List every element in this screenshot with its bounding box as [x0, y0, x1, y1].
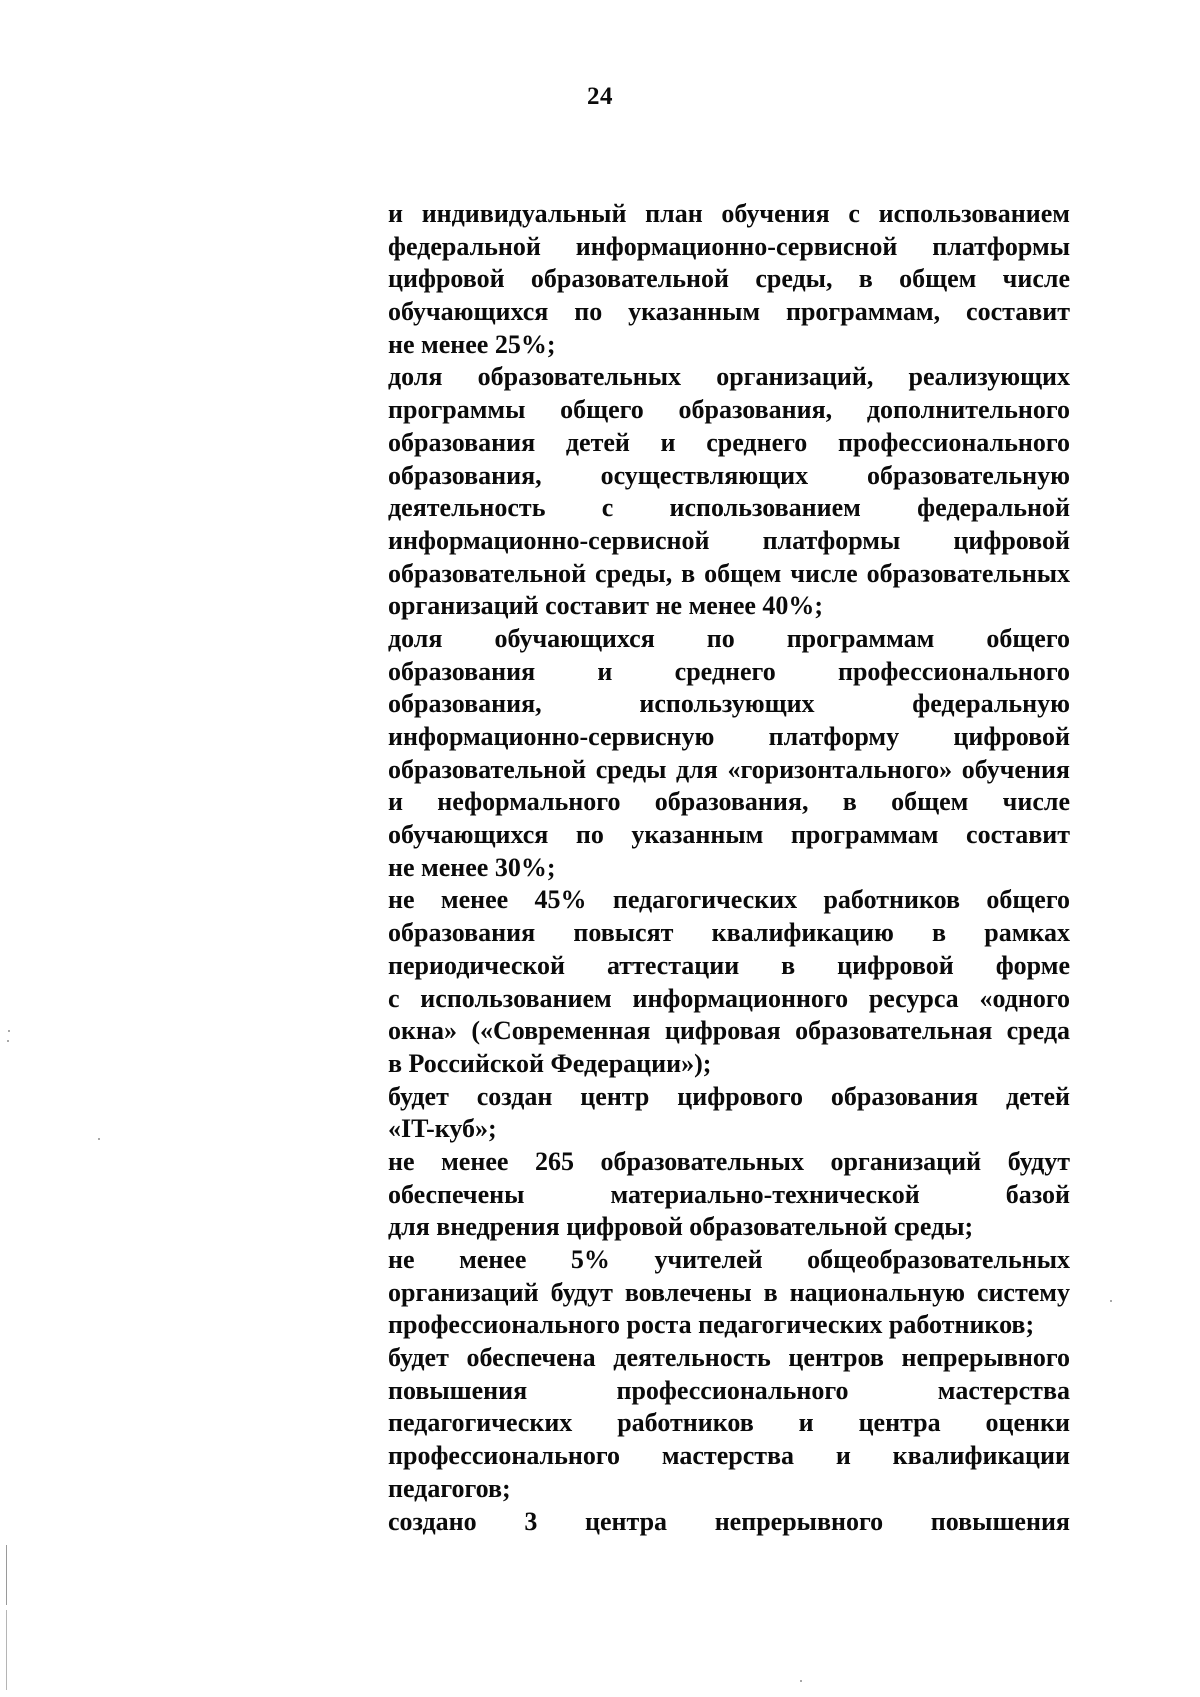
text-line: образования, использующих федеральную: [388, 689, 1070, 719]
text-line: для внедрения цифровой образовательной среды;: [388, 1212, 974, 1242]
text-line: образования и среднего профессионального: [388, 656, 1070, 686]
text-line: организаций составит не менее 40%;: [388, 591, 824, 621]
text-line: информационно-сервисную платформу цифровой: [388, 722, 1070, 751]
text-line: организаций будут вовлечены в национальную систему: [388, 1277, 1070, 1307]
text-line: образования детей и среднего профессионального: [388, 427, 1070, 457]
text-line: образования, осуществляющих образовательную: [388, 460, 1070, 490]
text-line: повышения профессионального мастерства: [388, 1375, 1070, 1405]
text-line: образовательной среды, в общем числе образовательных: [388, 558, 1070, 588]
scan-dot: [800, 1680, 802, 1682]
scan-dot: [8, 1030, 10, 1032]
text-line: профессионального роста педагогических работников;: [388, 1310, 1035, 1340]
text-line: педагогов;: [388, 1473, 511, 1503]
scan-edge-mark: [6, 1610, 7, 1690]
scan-dot: [98, 1138, 100, 1140]
text-line: доля обучающихся по программам общего: [388, 623, 1070, 653]
text-line: деятельность с использованием федеральной: [388, 493, 1070, 523]
text-line: не менее 5% учителей общеобразовательных: [388, 1245, 1070, 1274]
scan-dot: [7, 1040, 9, 1042]
text-line: создано 3 центра непрерывного повышения: [388, 1506, 1070, 1536]
text-line: не менее 265 образовательных организаций будут: [388, 1146, 1070, 1176]
text-line: будет создан центр цифрового образования детей: [388, 1081, 1070, 1111]
text-line: не менее 45% педагогических работников общего: [388, 885, 1070, 915]
text-line: периодической аттестации в цифровой форме: [388, 950, 1070, 980]
text-line: программы общего образования, дополнительного: [388, 395, 1070, 425]
text-line: образовательной среды для «горизонтального» обучения: [388, 754, 1070, 784]
text-line: и индивидуальный план обучения с использованием: [388, 199, 1070, 228]
page-number: 24: [587, 83, 613, 110]
text-line: доля образовательных организаций, реализующих: [388, 362, 1070, 392]
paragraph: [388, 1146, 1070, 1244]
text-line: информационно-сервисной платформы цифровой: [388, 525, 1070, 555]
paragraph: [388, 623, 1070, 885]
text-line: в Российской Федерации»);: [388, 1048, 712, 1078]
text-line: педагогических работников и центра оценки: [388, 1408, 1070, 1438]
paragraph: [388, 1506, 1070, 1539]
text-line: «IT-куб»;: [388, 1114, 497, 1144]
text-line: профессионального мастерства и квалификации: [388, 1441, 1070, 1471]
text-line: образования повысят квалификацию в рамках: [388, 918, 1070, 948]
paragraph: [388, 884, 1070, 1080]
paragraph: [388, 1081, 1070, 1146]
text-column: [388, 198, 1070, 1538]
text-line: не менее 30%;: [388, 852, 556, 882]
paragraph: [388, 198, 1070, 361]
text-line: и неформального образования, в общем числе: [388, 787, 1070, 817]
text-line: цифровой образовательной среды, в общем числе: [388, 264, 1070, 294]
paragraph: [388, 1244, 1070, 1342]
paragraph: [388, 1342, 1070, 1505]
text-line: обеспечены материально-технической базой: [388, 1179, 1070, 1209]
text-line: не менее 25%;: [388, 329, 556, 359]
text-line: обучающихся по указанным программам, составит: [388, 297, 1070, 327]
scan-dot: [1110, 1300, 1112, 1302]
text-line: будет обеспечена деятельность центров непрерывного: [388, 1343, 1070, 1373]
text-line: с использованием информационного ресурса «одного: [388, 983, 1070, 1013]
scan-edge-mark: [6, 1545, 7, 1605]
text-line: окна» («Современная цифровая образовательная среда: [388, 1016, 1070, 1046]
paragraph: [388, 361, 1070, 623]
text-line: федеральной информационно-сервисной платформы: [388, 231, 1070, 261]
text-line: обучающихся по указанным программам составит: [388, 820, 1070, 850]
